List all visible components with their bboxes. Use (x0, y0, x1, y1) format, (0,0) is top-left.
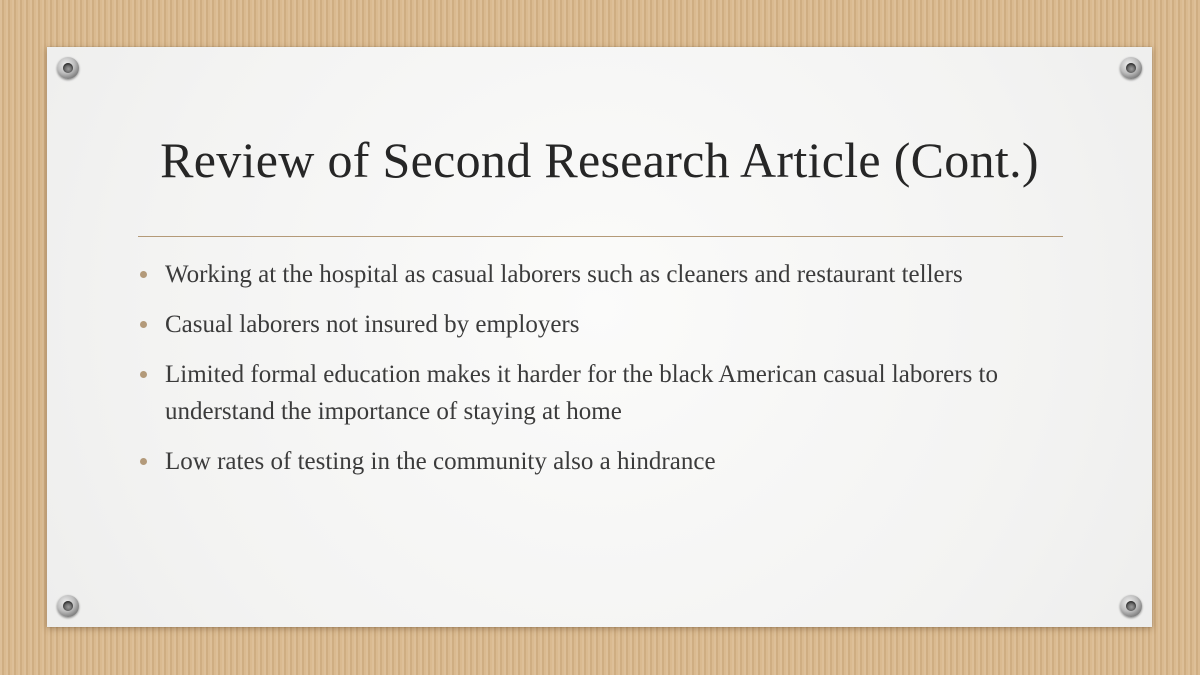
grommet-icon (57, 57, 79, 79)
bullet-icon (140, 458, 147, 465)
bullet-icon (140, 321, 147, 328)
slide-paper (47, 47, 1152, 627)
bullet-list (138, 256, 1028, 493)
bullet-item (138, 443, 1028, 480)
grommet-icon (1120, 595, 1142, 617)
bullet-text: Limited formal education makes it harder for the black American casual laborers to understand the importance of staying at home (165, 361, 999, 425)
slide-title: Review of Second Research Article (Cont.) (160, 132, 1039, 188)
bullet-item (138, 356, 1028, 430)
bullet-text: Working at the hospital as casual laborers such as cleaners and restaurant tellers (165, 261, 963, 288)
bullet-icon (140, 371, 147, 378)
bullet-item (138, 306, 1028, 343)
grommet-icon (1120, 57, 1142, 79)
bullet-icon (140, 271, 147, 278)
bullet-text: Low rates of testing in the community also a hindrance (165, 448, 716, 475)
bullet-text: Casual laborers not insured by employers (165, 311, 580, 338)
grommet-icon (57, 595, 79, 617)
title-divider (138, 236, 1063, 237)
bullet-item (138, 256, 1028, 293)
